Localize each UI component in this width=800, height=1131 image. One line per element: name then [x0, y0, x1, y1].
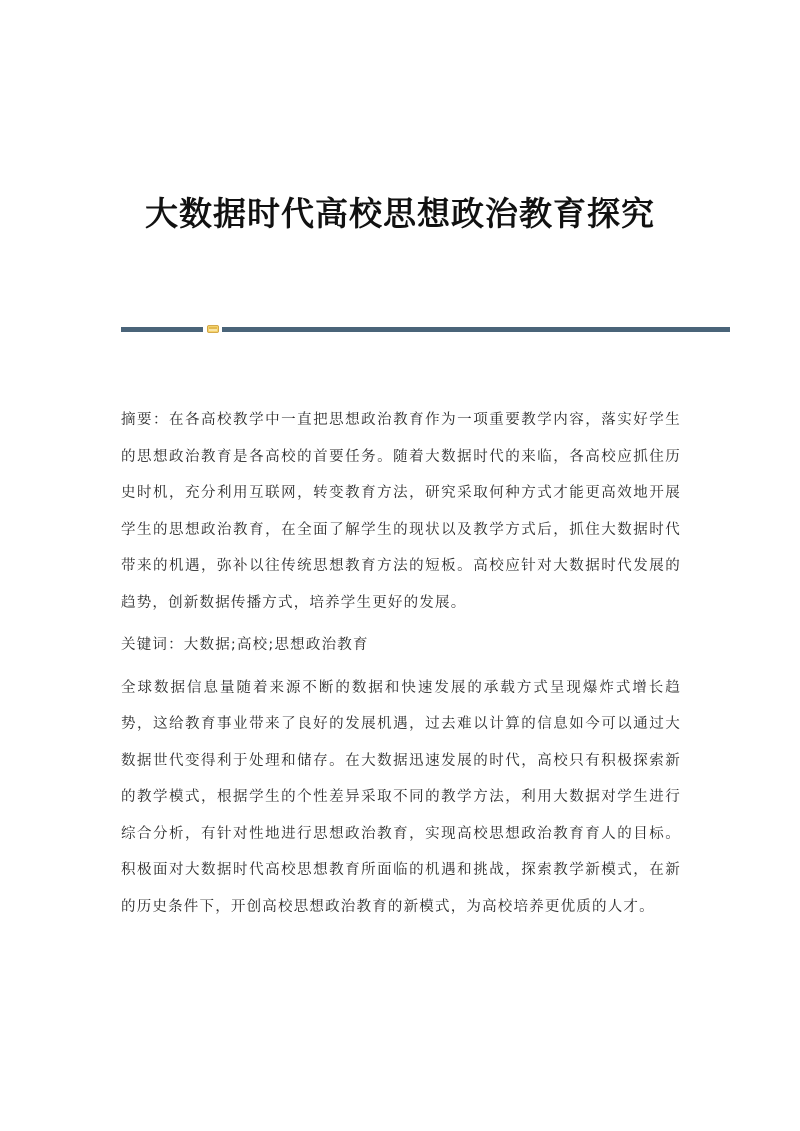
body-paragraph: 全球数据信息量随着来源不断的数据和快速发展的承载方式呈现爆炸式增长趋势，这给教育事业带来了良好的发展机遇，过去难以计算的信息如今可以通过大数据世代变得利于处理和储存。在大数据迅速发展的时代，高校只有积极探索新的教学模式，根据学生的个性差异采取不同的教学方法，利用大数据对学生进行综合分析，有针对性地进行思想政治教育，实现高校思想政治教育育人的目标。积极面对大数据时代高校思想教育所面临的机遇和挑战，探索教学新模式，在新的历史条件下，开创高校思想政治教育的新模式，为高校培养更优质的人才。: [121, 679, 681, 915]
document-body: [121, 402, 681, 931]
pencil-ornament-icon: [207, 324, 219, 334]
divider-bar-left: [121, 327, 203, 332]
title-divider: [121, 324, 730, 334]
divider-bar-right: [222, 327, 730, 332]
document-title: 大数据时代高校思想政治教育探究: [145, 194, 655, 233]
abstract-paragraph: 摘要：在各高校教学中一直把思想政治教育作为一项重要教学内容，落实好学生的思想政治教育是各高校的首要任务。随着大数据时代的来临，各高校应抓住历史时机，充分利用互联网，转变教育方法，研究采取何种方式才能更高效地开展学生的思想政治教育，在全面了解学生的现状以及教学方式后，抓住大数据时代带来的机遇，弥补以往传统思想教育方法的短板。高校应针对大数据时代发展的趋势，创新数据传播方式，培养学生更好的发展。: [121, 412, 681, 611]
keywords-line: 关键词：大数据;高校;思想政治教育: [121, 637, 369, 653]
